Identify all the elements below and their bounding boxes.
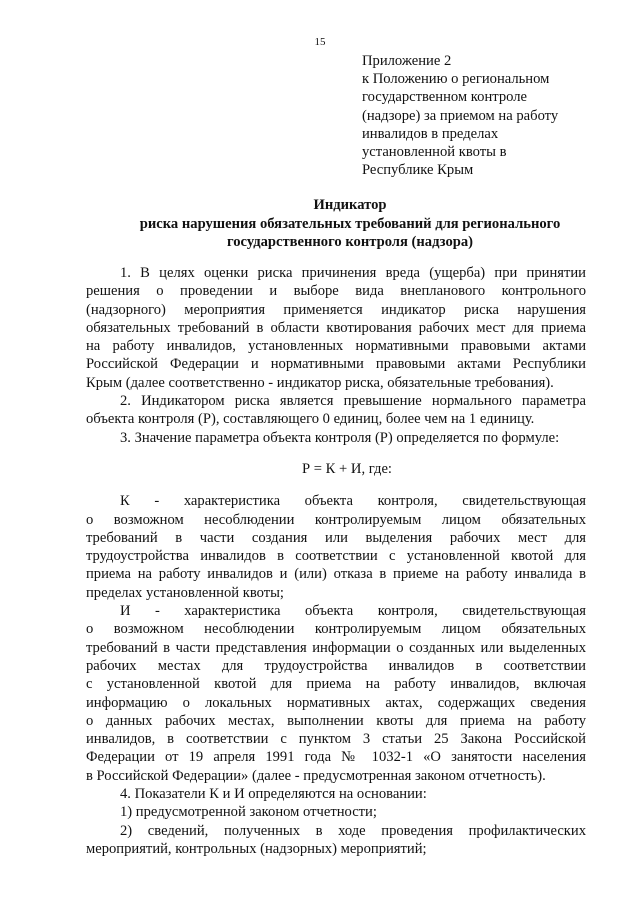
text-line: рабочих местах для трудоустройства инвалидов в соответствии bbox=[86, 657, 586, 674]
list-item-1 bbox=[86, 803, 586, 821]
text-line: трудоустройства инвалидов в соответствии с установленной квотой для bbox=[86, 548, 586, 565]
text-line: Федерации от 19 апреля 1991 года № 1032-1 «О занятости населения bbox=[86, 749, 586, 766]
text-line: пределах установленной квоты; bbox=[86, 584, 284, 601]
text-line: на работу инвалидов, установленных нормативными правовыми актами bbox=[86, 338, 586, 355]
text-line: информацию о локальных нормативных актах, содержащих сведения bbox=[86, 694, 586, 711]
appendix-line: Приложение 2 bbox=[362, 53, 452, 69]
appendix-reference bbox=[362, 52, 602, 179]
appendix-line: Республике Крым bbox=[362, 162, 474, 179]
paragraph-4 bbox=[86, 785, 586, 803]
text-line: И - характеристика объекта контроля, свидетельствующая bbox=[120, 603, 586, 620]
heading-subtitle-line: риска нарушения обязательных требований для регионального bbox=[139, 215, 561, 232]
paragraph-3 bbox=[86, 429, 586, 447]
heading-subtitle-line: государственного контроля (надзора) bbox=[226, 234, 474, 250]
text-line: (надзорного) мероприятия применяется индикатор риска нарушения bbox=[86, 301, 586, 318]
text-line: решения о проведении и выборе вида внепланового контрольного bbox=[86, 283, 586, 300]
definition-k bbox=[86, 492, 586, 602]
appendix-line: государственном контроле bbox=[362, 89, 527, 106]
text-line: Российской Федерации и нормативными правовыми актами Республики bbox=[86, 356, 586, 373]
appendix-line: (надзоре) за приемом на работу bbox=[362, 107, 559, 124]
text-line: мероприятий, контрольных (надзорных) мероприятий; bbox=[86, 840, 427, 857]
text-line: объекта контроля (Р), составляющего 0 единиц, более чем на 1 единицу. bbox=[86, 411, 535, 428]
text-line: К - характеристика объекта контроля, свидетельствующая bbox=[120, 493, 586, 510]
list-item-2 bbox=[86, 822, 586, 859]
appendix-line: установленной квоты в bbox=[362, 144, 507, 161]
text-line: 2) сведений, полученных в ходе проведения профилактических bbox=[120, 822, 586, 839]
document-body bbox=[86, 264, 586, 858]
appendix-line: к Положению о региональном bbox=[362, 71, 550, 88]
appendix-line: инвалидов в пределах bbox=[362, 125, 499, 142]
text-line: 3. Значение параметра объекта контроля (Р) определяется по формуле: bbox=[120, 429, 560, 446]
text-line: в Российской Федерации» (далее - предусмотренная законом отчетность). bbox=[86, 767, 546, 784]
paragraph-1 bbox=[86, 264, 586, 392]
text-line: с установленной квотой для приема на работу инвалидов, включая bbox=[86, 676, 586, 693]
paragraph-2 bbox=[86, 392, 586, 429]
text-line: обязательных требований в области квотирования рабочих мест для приема bbox=[86, 319, 586, 336]
text-line: 1. В целях оценки риска причинения вреда (ущерба) при принятии bbox=[120, 265, 586, 281]
text-line: требований в части представления информации о созданных или выделенных bbox=[86, 639, 586, 656]
document-heading bbox=[60, 196, 640, 252]
text-line: 2. Индикатором риска является превышение нормального параметра bbox=[120, 393, 586, 410]
text-line: 4. Показатели К и И определяются на основании: bbox=[120, 786, 427, 803]
text-line: 1) предусмотренной законом отчетности; bbox=[120, 804, 377, 821]
text-line: инвалидов, в соответствии с пунктом 3 статьи 25 Закона Российской bbox=[86, 731, 586, 748]
text-line: приема на работу инвалидов и (или) отказа в приеме на работу инвалида в bbox=[86, 566, 586, 583]
formula: Р = К + И, где: bbox=[302, 460, 392, 477]
text-line: о данных рабочих местах, выполнении квоты для приема на работу bbox=[86, 712, 586, 729]
text-line: требований в части создания или выделения рабочих мест для bbox=[86, 529, 586, 546]
text-line: о возможном несоблюдении контролируемым лицом обязательных bbox=[86, 621, 586, 638]
heading-title: Индикатор bbox=[313, 197, 387, 213]
text-line: о возможном несоблюдении контролируемым лицом обязательных bbox=[86, 511, 586, 528]
text-line: Крым (далее соответственно - индикатор риска, обязательные требования). bbox=[86, 374, 554, 391]
definition-i bbox=[86, 602, 586, 785]
page-number: 15 bbox=[314, 36, 326, 48]
